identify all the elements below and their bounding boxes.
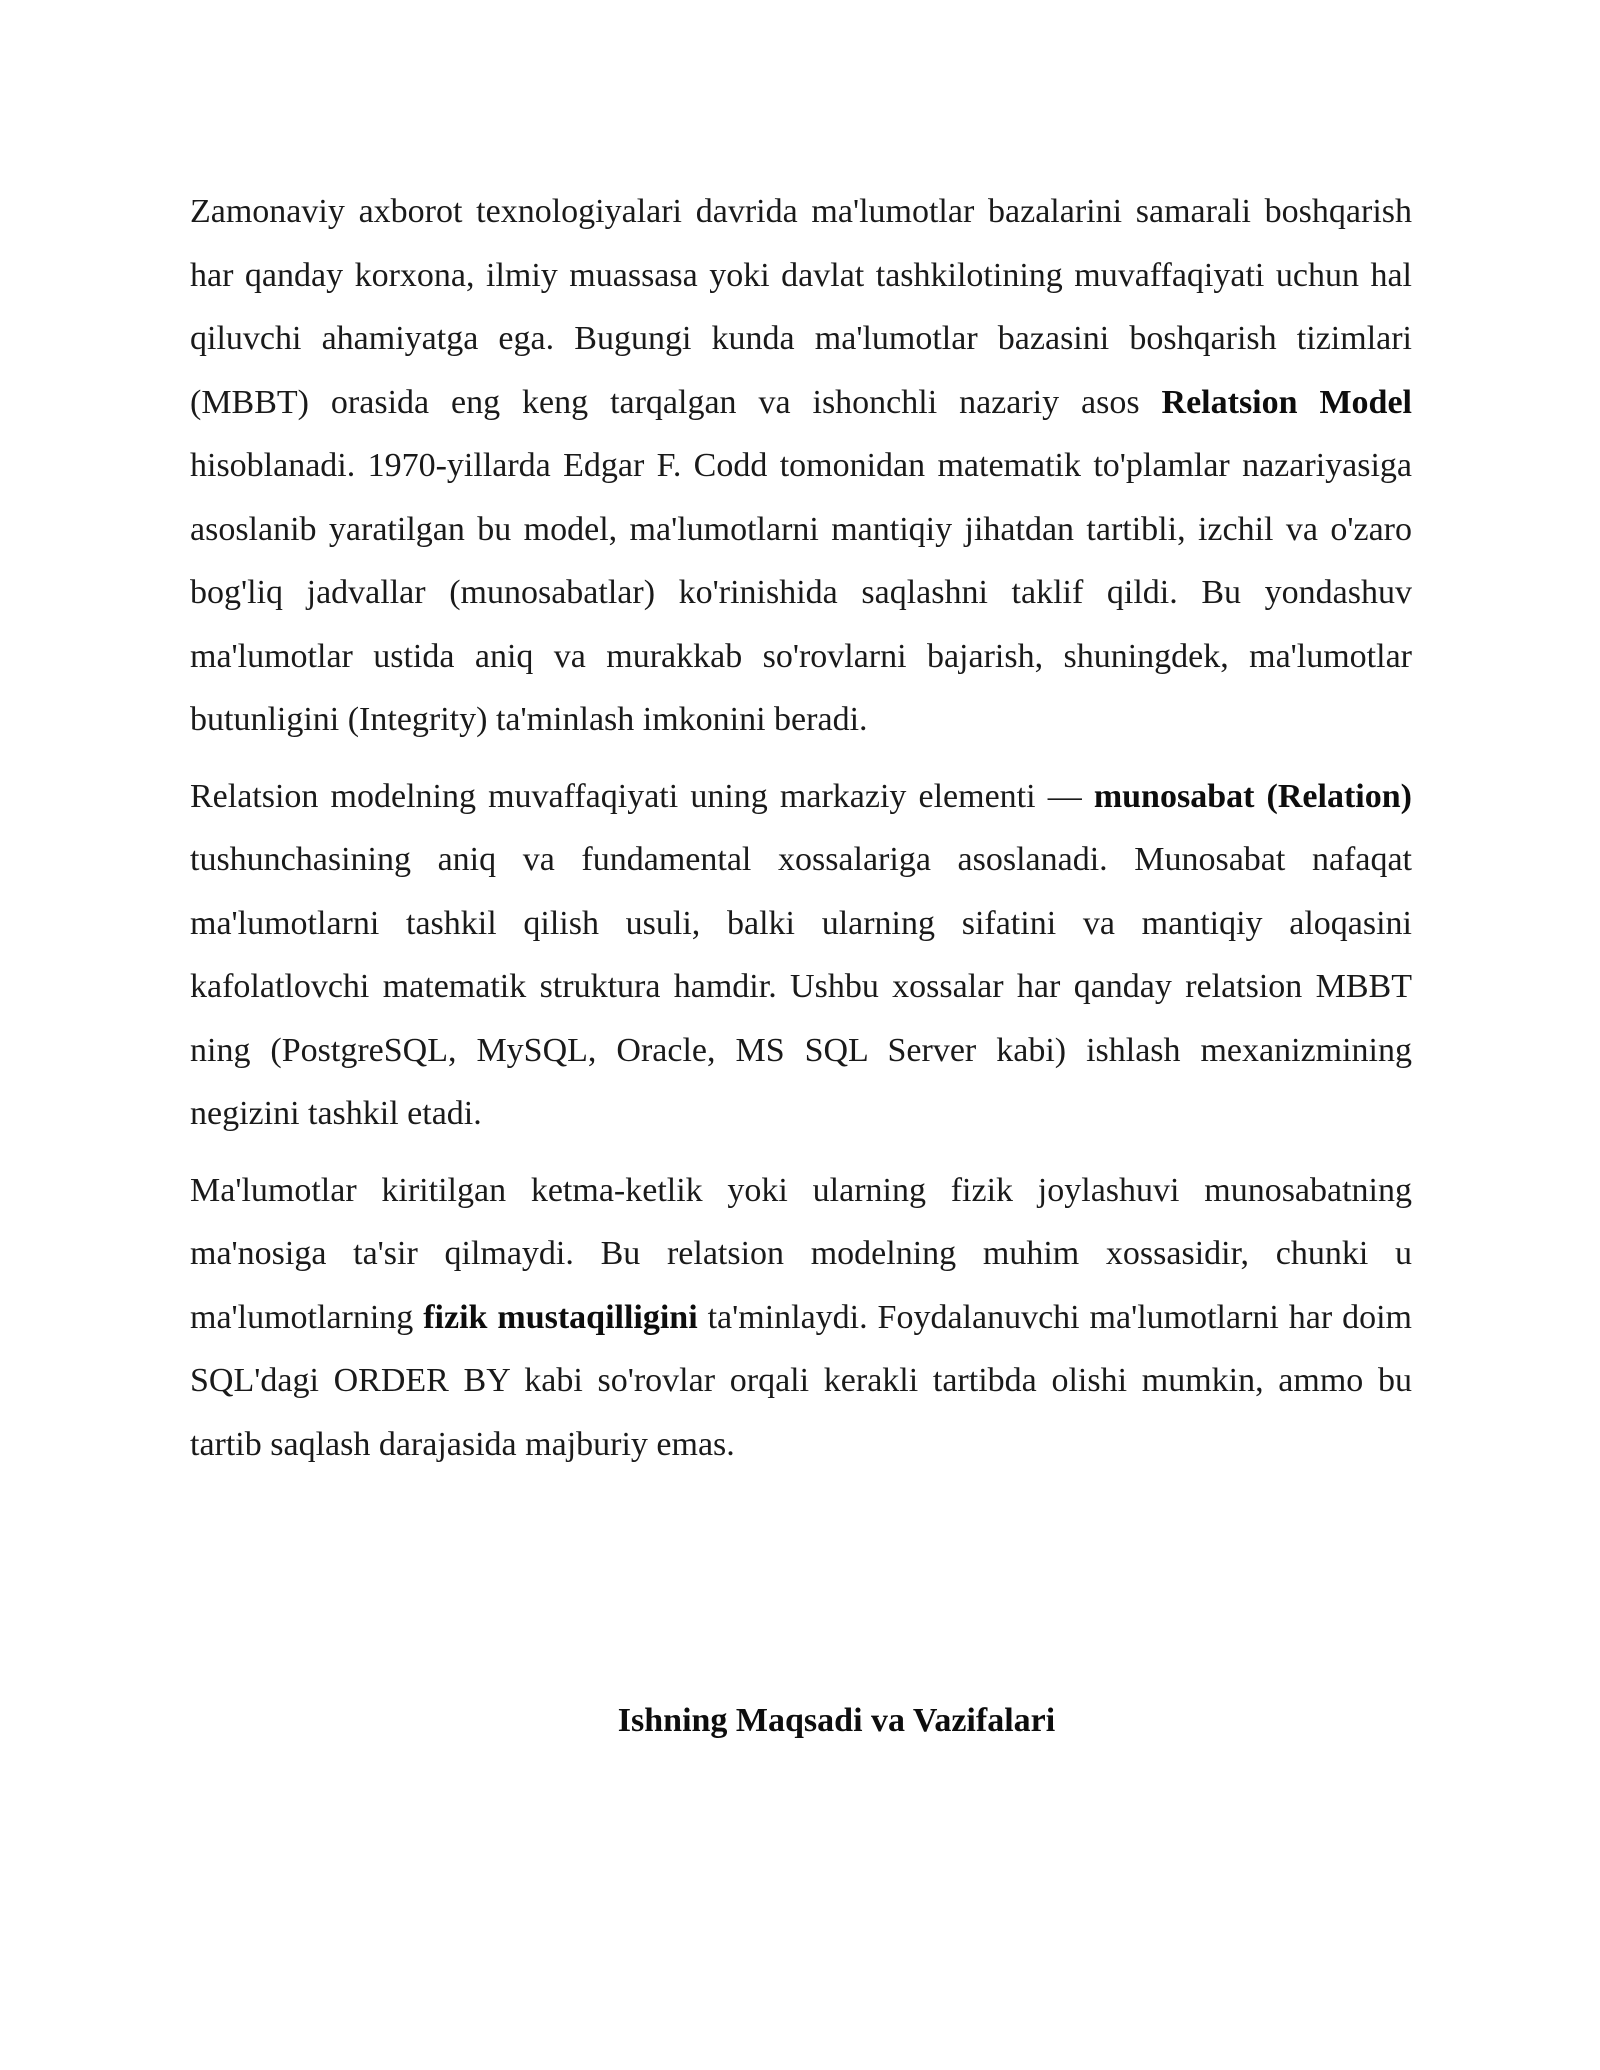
text-run: Relatsion modelning muvaffaqiyati uning markaziy elementi — xyxy=(190,777,1094,815)
text-run: ta'minlaydi. Foydalanuvchi ma'lumotlarni har doim SQL'dagi ORDER BY kabi so'rovlar orqali kerakli tartibda olishi mumkin, ammo bu tartib saqlash darajasida majburiy emas. xyxy=(190,1298,1412,1463)
bold-term-munosabat: munosabat (Relation) xyxy=(1093,777,1412,815)
text-run: tushunchasining aniq va fundamental xossalariga asoslanadi. Munosabat nafaqat ma'lumotlarni tashkil qilish usuli, balki ularning sifatini va mantiqiy aloqasini kafolatlovchi matematik struktura hamdir. Ushbu xossalar har qanday relatsion MBBT ning (PostgreSQL, MySQL, Oracle, MS SQL Server kabi) ishlash mexanizmining negizini tashkil etadi. xyxy=(190,841,1412,1132)
text-run: Zamonaviy axborot texnologiyalari davrida ma'lumotlar bazalarini samarali boshqarish har qanday korxona, ilmiy muassasa yoki davlat tashkilotining muvaffaqiyati uchun hal qiluvchi ahamiyatga ega. Bugungi kunda ma'lumotlar bazasini boshqarish tizimlari (MBBT) orasida eng keng tarqalgan va ishonchli nazariy asos xyxy=(190,193,1412,421)
paragraph-intro xyxy=(190,180,1412,752)
document-body xyxy=(190,180,1412,1489)
section-heading: Ishning Maqsadi va Vazifalari xyxy=(617,1702,1056,1739)
text-run: hisoblanadi. 1970-yillarda Edgar F. Codd tomonidan matematik to'plamlar nazariyasiga asoslanib yaratilgan bu model, ma'lumotlarni mantiqiy jihatdan tartibli, izchil va o'zaro bog'liq jadvallar (munosabatlar) ko'rinishida saqlashni taklif qildi. Bu yondashuv ma'lumotlar ustida aniq va murakkab so'rovlarni bajarish, shuningdek, ma'lumotlar butunligini (Integrity) ta'minlash imkonini beradi. xyxy=(190,447,1412,738)
bold-term-fizik-mustaqillik: fizik mustaqilligini xyxy=(423,1298,698,1336)
bold-term-relatsion-model: Relatsion Model xyxy=(1161,383,1412,421)
paragraph-relation xyxy=(190,765,1412,1146)
paragraph-physical-independence xyxy=(190,1159,1412,1477)
text-run: Ma'lumotlar kiritilgan ketma-ketlik yoki ularning fizik joylashuvi munosabatning ma'nosiga ta'sir qilmaydi. Bu relatsion modelning muhim xossasidir, chunki u ma'lumotlarning xyxy=(190,1171,1412,1336)
